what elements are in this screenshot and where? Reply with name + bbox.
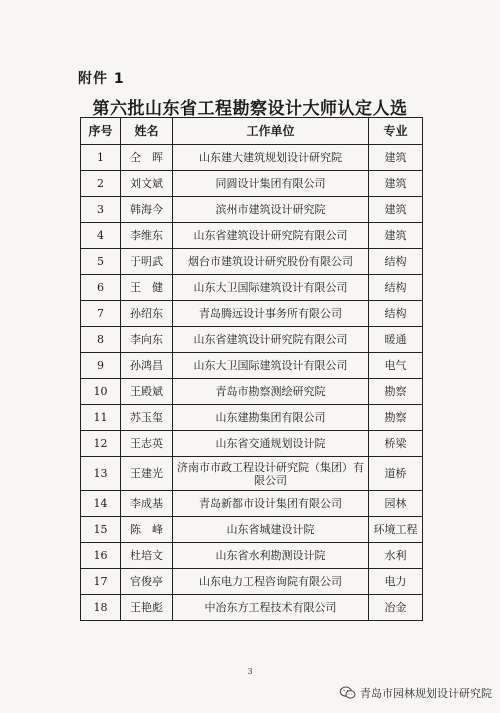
table-row (81, 275, 423, 301)
header-no: 序号 (81, 118, 121, 145)
cell-specialty: 桥梁 (369, 431, 423, 457)
cell-unit: 山东建勘集团有限公司 (173, 405, 369, 431)
cell-no: 12 (81, 431, 121, 457)
cell-name: 于明武 (121, 249, 173, 275)
table-header-row (81, 118, 423, 145)
cell-no: 8 (81, 327, 121, 353)
cell-no: 11 (81, 405, 121, 431)
table-row (81, 171, 423, 197)
header-specialty: 专业 (369, 118, 423, 145)
cell-no: 5 (81, 249, 121, 275)
cell-no: 6 (81, 275, 121, 301)
cell-name: 孙绍东 (121, 301, 173, 327)
cell-specialty: 勘察 (369, 405, 423, 431)
cell-unit: 山东省水利勘测设计院 (173, 543, 369, 569)
table-row (81, 145, 423, 171)
cell-no: 3 (81, 197, 121, 223)
cell-name: 孙鸿昌 (121, 353, 173, 379)
cell-no: 16 (81, 543, 121, 569)
cell-specialty: 建筑 (369, 223, 423, 249)
cell-specialty: 暖通 (369, 327, 423, 353)
cell-unit: 同圆设计集团有限公司 (173, 171, 369, 197)
cell-unit: 济南市市政工程设计研究院（集团）有限公司 (173, 457, 369, 491)
cell-no: 10 (81, 379, 121, 405)
table-row (81, 491, 423, 517)
cell-unit: 山东电力工程咨询院有限公司 (173, 569, 369, 595)
cell-no: 18 (81, 595, 121, 621)
cell-specialty: 建筑 (369, 197, 423, 223)
cell-specialty: 建筑 (369, 171, 423, 197)
cell-unit: 山东省建筑设计研究院有限公司 (173, 223, 369, 249)
cell-unit: 滨州市建筑设计研究院 (173, 197, 369, 223)
table-row (81, 353, 423, 379)
table-row (81, 569, 423, 595)
cell-name: 王艳彪 (121, 595, 173, 621)
page-number: 3 (247, 667, 253, 676)
cell-specialty: 电力 (369, 569, 423, 595)
cell-name: 陈 峰 (121, 517, 173, 543)
cell-specialty: 建筑 (369, 145, 423, 171)
cell-no: 1 (81, 145, 121, 171)
cell-name: 韩海今 (121, 197, 173, 223)
cell-name: 李成基 (121, 491, 173, 517)
cell-specialty: 勘察 (369, 379, 423, 405)
table-row (81, 197, 423, 223)
table-row (81, 543, 423, 569)
cell-no: 17 (81, 569, 121, 595)
cell-unit: 青岛市勘察测绘研究院 (173, 379, 369, 405)
cell-no: 14 (81, 491, 121, 517)
cell-name: 仝 晖 (121, 145, 173, 171)
cell-no: 2 (81, 171, 121, 197)
cell-specialty: 水利 (369, 543, 423, 569)
cell-unit: 山东省建筑设计研究院有限公司 (173, 327, 369, 353)
header-unit: 工作单位 (173, 118, 369, 145)
cell-no: 15 (81, 517, 121, 543)
table-row (81, 301, 423, 327)
cell-specialty: 园林 (369, 491, 423, 517)
cell-specialty: 电气 (369, 353, 423, 379)
cell-unit: 青岛腾远设计事务所有限公司 (173, 301, 369, 327)
table-row (81, 431, 423, 457)
table-row (81, 327, 423, 353)
table-row (81, 517, 423, 543)
table-row (81, 457, 423, 491)
cell-specialty: 结构 (369, 275, 423, 301)
table-row (81, 223, 423, 249)
cell-no: 9 (81, 353, 121, 379)
watermark-text: 青岛市园林规划设计研究院 (360, 687, 492, 700)
cell-specialty: 结构 (369, 301, 423, 327)
cell-name: 王殿斌 (121, 379, 173, 405)
cell-unit: 山东建大建筑规划设计研究院 (173, 145, 369, 171)
cell-name: 李向东 (121, 327, 173, 353)
cell-unit: 山东大卫国际建筑设计有限公司 (173, 275, 369, 301)
cell-no: 4 (81, 223, 121, 249)
cell-no: 13 (81, 457, 121, 491)
header-name: 姓名 (121, 118, 173, 145)
attachment-label: 附件 1 (78, 71, 125, 87)
candidates-table (80, 117, 423, 621)
cell-name: 刘文斌 (121, 171, 173, 197)
cell-name: 王 健 (121, 275, 173, 301)
cell-specialty: 冶金 (369, 595, 423, 621)
cell-name: 官俊亭 (121, 569, 173, 595)
cell-unit: 中冶东方工程技术有限公司 (173, 595, 369, 621)
wechat-icon (339, 686, 357, 700)
cell-name: 杜培文 (121, 543, 173, 569)
cell-specialty: 道桥 (369, 457, 423, 491)
table-row (81, 379, 423, 405)
cell-specialty: 结构 (369, 249, 423, 275)
cell-name: 李维东 (121, 223, 173, 249)
table-row (81, 249, 423, 275)
cell-no: 7 (81, 301, 121, 327)
document-title: 第六批山东省工程勘察设计大师认定人选 (92, 99, 408, 119)
cell-unit: 山东省城建设计院 (173, 517, 369, 543)
cell-unit: 山东省交通规划设计院 (173, 431, 369, 457)
cell-unit: 烟台市建筑设计研究股份有限公司 (173, 249, 369, 275)
cell-unit: 青岛新都市设计集团有限公司 (173, 491, 369, 517)
table-row (81, 595, 423, 621)
cell-name: 王志英 (121, 431, 173, 457)
cell-specialty: 环境工程 (369, 517, 423, 543)
table-row (81, 405, 423, 431)
cell-name: 王建光 (121, 457, 173, 491)
cell-unit: 山东大卫国际建筑设计有限公司 (173, 353, 369, 379)
wechat-watermark (339, 685, 492, 701)
cell-name: 苏玉玺 (121, 405, 173, 431)
